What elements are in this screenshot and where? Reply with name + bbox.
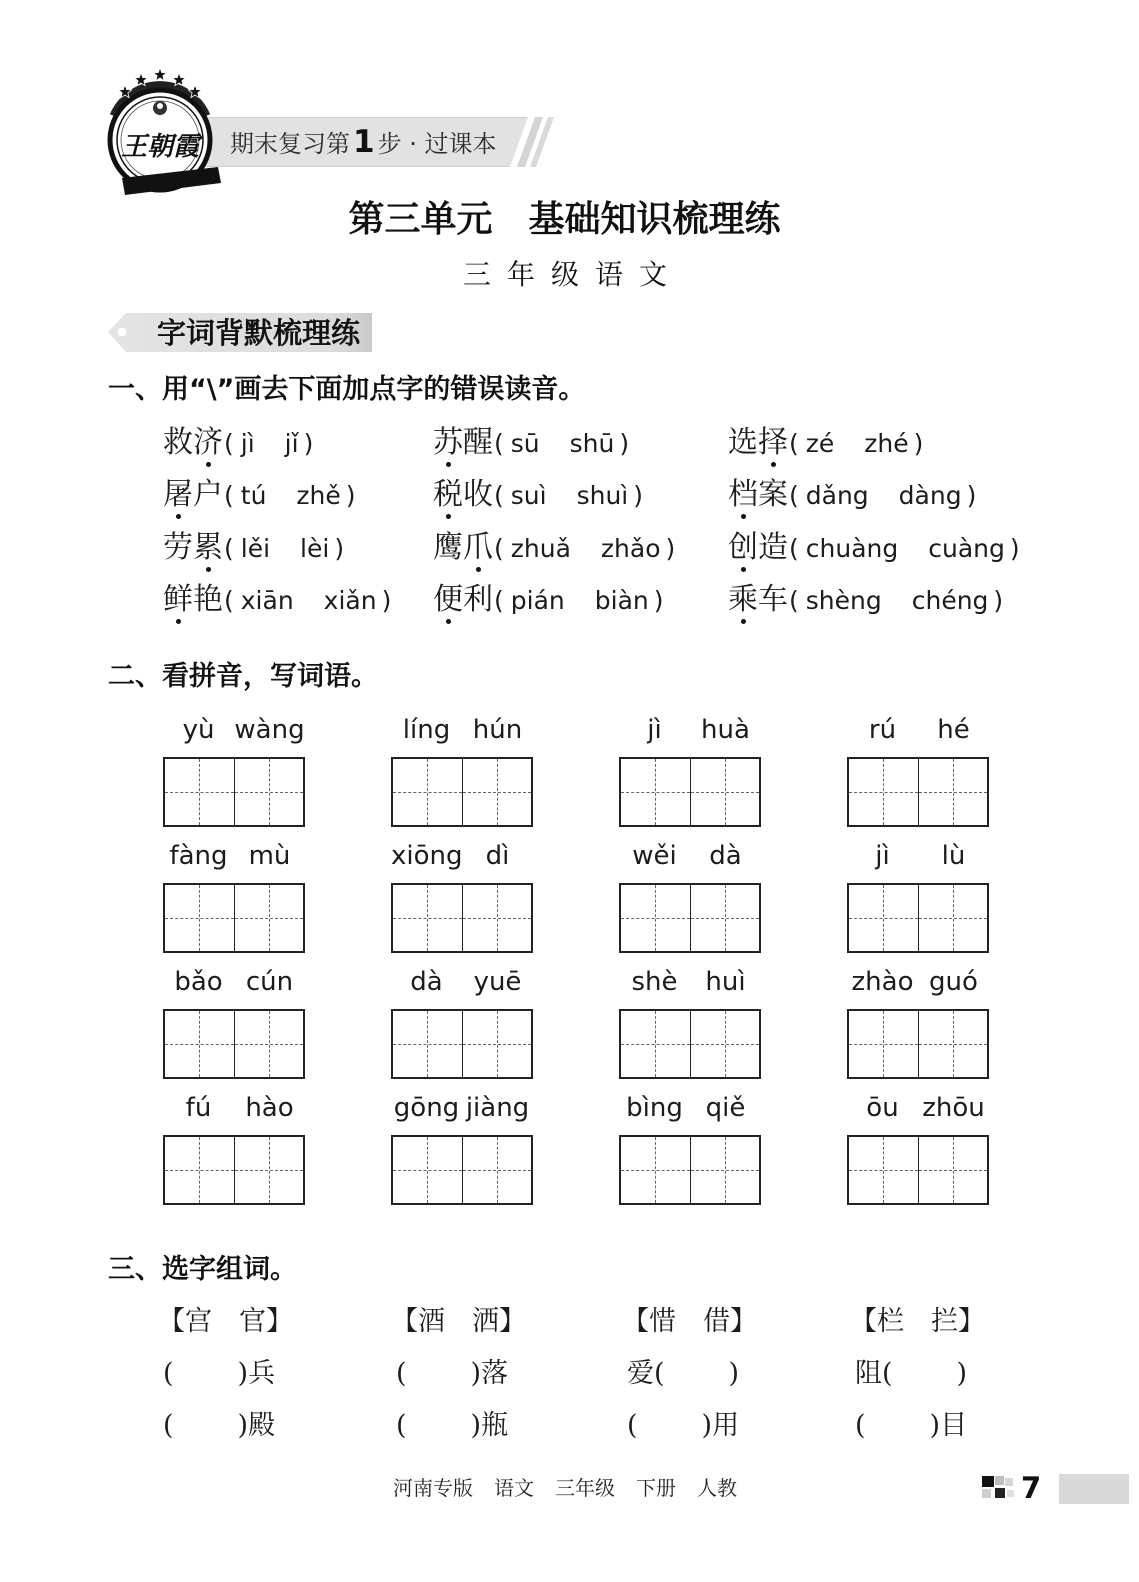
pinyin-row bbox=[847, 839, 989, 883]
writing-cell bbox=[165, 1137, 235, 1203]
character: 户 bbox=[193, 477, 223, 512]
open-paren: ( bbox=[855, 1410, 866, 1441]
logo-name: 王朝霞 bbox=[120, 132, 200, 162]
writing-cell bbox=[691, 885, 760, 951]
pinyin-row bbox=[391, 965, 533, 1009]
pinyin-syllable: xiōng bbox=[391, 841, 463, 871]
close-paren: ) bbox=[728, 1358, 740, 1389]
writing-cell bbox=[463, 1011, 532, 1077]
footer-part: 下册 bbox=[636, 1476, 676, 1500]
pinyin-row bbox=[619, 1091, 761, 1135]
character: 车 bbox=[758, 582, 788, 617]
pinyin-writing-item bbox=[391, 1091, 533, 1205]
tianzige-box bbox=[163, 1009, 305, 1079]
word-prefix: 爱 bbox=[627, 1358, 654, 1389]
writing-cell bbox=[463, 759, 532, 825]
open-paren: ( bbox=[654, 1358, 665, 1389]
close-paren: ) bbox=[966, 481, 977, 510]
tianzige-box bbox=[847, 1009, 989, 1079]
page-number: 7 bbox=[1021, 1471, 1042, 1505]
pinyin-syllable: guó bbox=[929, 967, 978, 997]
pinyin-options bbox=[788, 586, 1003, 615]
tianzige-box bbox=[619, 883, 761, 953]
tianzige-box bbox=[847, 883, 989, 953]
portrait-emblem-icon bbox=[153, 101, 167, 115]
pinyin-row bbox=[391, 1091, 533, 1135]
pinyin-syllable: hào bbox=[245, 1093, 294, 1123]
dotted-character: 创 bbox=[728, 522, 758, 574]
tianzige-box bbox=[163, 883, 305, 953]
pinyin-option: dǎng bbox=[805, 481, 869, 510]
pinyin-writing-item bbox=[619, 713, 761, 827]
word-prefix: 阻 bbox=[855, 1358, 882, 1389]
character-choice: 【宫 官】 bbox=[158, 1306, 293, 1337]
pinyin-syllable: jì bbox=[647, 715, 662, 745]
character: 醒 bbox=[463, 425, 493, 460]
pinyin-syllable: dì bbox=[485, 841, 510, 871]
dotted-character: 爪 bbox=[463, 522, 493, 574]
character-choice: 【惜 借】 bbox=[622, 1306, 757, 1337]
writing-cell bbox=[393, 1011, 463, 1077]
character: 救 bbox=[163, 425, 193, 460]
pinyin-writing-item bbox=[391, 839, 533, 953]
fill-in-line bbox=[627, 1406, 739, 1446]
pinyin-syllable: wàng bbox=[234, 715, 305, 745]
close-paren: ) bbox=[929, 1410, 941, 1441]
close-paren: ) bbox=[381, 586, 392, 615]
writing-cell bbox=[393, 1137, 463, 1203]
close-paren: ) bbox=[470, 1410, 482, 1441]
fill-in-line bbox=[163, 1354, 275, 1394]
word-suffix: 落 bbox=[481, 1358, 509, 1389]
pinyin-syllable: wěi bbox=[632, 841, 677, 871]
pinyin-writing-item bbox=[619, 965, 761, 1079]
open-paren: ( bbox=[789, 586, 799, 615]
close-paren: ) bbox=[237, 1410, 249, 1441]
pinyin-option: tú bbox=[240, 481, 267, 510]
pinyin-writing-item bbox=[619, 839, 761, 953]
pinyin-option: shèng bbox=[805, 586, 882, 615]
pinyin-syllable: bìng bbox=[626, 1093, 683, 1123]
pinyin-syllable: shè bbox=[631, 967, 678, 997]
pinyin-option: jǐ bbox=[284, 429, 299, 458]
open-paren: ( bbox=[789, 429, 799, 458]
open-paren: ( bbox=[224, 586, 234, 615]
writing-cell bbox=[919, 885, 988, 951]
open-paren: ( bbox=[224, 429, 234, 458]
pinyin-row bbox=[163, 965, 305, 1009]
character: 艳 bbox=[193, 582, 223, 617]
dotted-character: 税 bbox=[433, 469, 463, 521]
open-paren: ( bbox=[163, 1410, 174, 1441]
pinyin-syllable: zhào bbox=[851, 967, 914, 997]
pinyin-syllable: ōu bbox=[866, 1093, 899, 1123]
pinyin-row bbox=[163, 713, 305, 757]
close-paren: ) bbox=[334, 534, 345, 563]
pinyin-option: zé bbox=[805, 429, 835, 458]
question-3-heading: 三、选字组词。 bbox=[108, 1254, 297, 1285]
pinyin-option: suì bbox=[510, 481, 547, 510]
tianzige-box bbox=[847, 757, 989, 827]
pinyin-option: xiǎn bbox=[323, 586, 377, 615]
writing-cell bbox=[849, 1011, 919, 1077]
footer-part: 人教 bbox=[697, 1476, 737, 1500]
word-reading-item bbox=[728, 469, 976, 521]
pinyin-syllable: huì bbox=[705, 967, 746, 997]
pinyin-options bbox=[223, 586, 391, 615]
dotted-character: 屠 bbox=[163, 469, 193, 521]
close-paren: ) bbox=[237, 1358, 249, 1389]
pinyin-option: sū bbox=[510, 429, 540, 458]
word-reading-item bbox=[163, 469, 356, 521]
dotted-character: 苏 bbox=[433, 417, 463, 469]
pinyin-options bbox=[788, 429, 923, 458]
word-reading-item bbox=[728, 574, 1003, 626]
footer-part: 河南专版 bbox=[393, 1476, 473, 1500]
close-paren: ) bbox=[633, 481, 644, 510]
pinyin-syllable: zhōu bbox=[922, 1093, 985, 1123]
pinyin-option: chuàng bbox=[805, 534, 899, 563]
fill-in-line bbox=[855, 1406, 967, 1446]
pinyin-row bbox=[391, 839, 533, 883]
pinyin-syllable: líng bbox=[402, 715, 451, 745]
open-paren: ( bbox=[627, 1410, 638, 1441]
pinyin-option: biàn bbox=[594, 586, 649, 615]
pinyin-syllable: yuē bbox=[473, 967, 522, 997]
pinyin-syllable: jì bbox=[875, 841, 890, 871]
pinyin-option: dàng bbox=[898, 481, 962, 510]
page-title: 第三单元 基础知识梳理练 bbox=[348, 199, 781, 240]
writing-cell bbox=[235, 885, 304, 951]
fill-in-line bbox=[163, 1406, 275, 1446]
pinyin-option: zhé bbox=[864, 429, 909, 458]
word-suffix: 殿 bbox=[248, 1410, 276, 1441]
pinyin-option: lèi bbox=[300, 534, 330, 563]
pinyin-row bbox=[619, 839, 761, 883]
pinyin-writing-item bbox=[847, 839, 989, 953]
fill-in-line bbox=[627, 1354, 739, 1394]
pinyin-option: chéng bbox=[911, 586, 989, 615]
pinyin-writing-item bbox=[847, 965, 989, 1079]
pinyin-syllable: mù bbox=[248, 841, 291, 871]
pinyin-options bbox=[223, 481, 356, 510]
close-paren: ) bbox=[701, 1410, 713, 1441]
tianzige-box bbox=[391, 1135, 533, 1205]
banner-step-number: 1 bbox=[353, 124, 375, 160]
writing-cell bbox=[165, 1011, 235, 1077]
close-paren: ) bbox=[665, 534, 676, 563]
pinyin-options bbox=[493, 534, 675, 563]
pinyin-writing-item bbox=[163, 1091, 305, 1205]
pinyin-row bbox=[847, 965, 989, 1009]
open-paren: ( bbox=[494, 534, 504, 563]
fill-in-line bbox=[396, 1354, 508, 1394]
tianzige-box bbox=[163, 757, 305, 827]
word-reading-item bbox=[163, 574, 391, 626]
word-suffix: 目 bbox=[940, 1410, 968, 1441]
pinyin-syllable: rú bbox=[868, 715, 897, 745]
pinyin-option: shuì bbox=[576, 481, 629, 510]
open-paren: ( bbox=[163, 1358, 174, 1389]
word-suffix: 用 bbox=[712, 1410, 740, 1441]
pinyin-syllable: huà bbox=[701, 715, 750, 745]
open-paren: ( bbox=[882, 1358, 893, 1389]
writing-cell bbox=[621, 1137, 691, 1203]
dotted-character: 档 bbox=[728, 469, 758, 521]
pinyin-syllable: bǎo bbox=[174, 967, 223, 997]
checker-decoration bbox=[978, 1474, 1018, 1504]
question-1-heading: 一、用“\”画去下面加点字的错误读音。 bbox=[108, 374, 586, 405]
close-paren: ) bbox=[913, 429, 924, 458]
pinyin-option: jì bbox=[240, 429, 255, 458]
pinyin-syllable: fàng bbox=[169, 841, 228, 871]
page-number-bar bbox=[1059, 1474, 1129, 1504]
close-paren: ) bbox=[1009, 534, 1020, 563]
word-reading-item bbox=[433, 522, 675, 574]
open-paren: ( bbox=[224, 534, 234, 563]
pinyin-option: lěi bbox=[240, 534, 271, 563]
word-suffix: 兵 bbox=[248, 1358, 276, 1389]
pinyin-option: shū bbox=[569, 429, 615, 458]
pinyin-options bbox=[223, 429, 313, 458]
pinyin-writing-item bbox=[163, 713, 305, 827]
open-paren: ( bbox=[494, 481, 504, 510]
open-paren: ( bbox=[494, 586, 504, 615]
character: 劳 bbox=[163, 530, 193, 565]
writing-cell bbox=[691, 1011, 760, 1077]
pinyin-syllable: hún bbox=[472, 715, 523, 745]
pinyin-writing-item bbox=[163, 965, 305, 1079]
pinyin-writing-item bbox=[391, 713, 533, 827]
pinyin-syllable: jiàng bbox=[465, 1093, 530, 1123]
character: 利 bbox=[463, 582, 493, 617]
open-paren: ( bbox=[396, 1410, 407, 1441]
writing-cell bbox=[849, 1137, 919, 1203]
pinyin-options bbox=[493, 586, 664, 615]
dotted-character: 累 bbox=[193, 522, 223, 574]
pinyin-syllable: yù bbox=[182, 715, 215, 745]
pinyin-options bbox=[493, 481, 643, 510]
writing-cell bbox=[235, 759, 304, 825]
dotted-character: 便 bbox=[433, 574, 463, 626]
tianzige-box bbox=[163, 1135, 305, 1205]
banner-text bbox=[230, 116, 496, 168]
writing-cell bbox=[919, 1137, 988, 1203]
writing-cell bbox=[849, 885, 919, 951]
pinyin-options bbox=[788, 534, 1020, 563]
writing-cell bbox=[463, 1137, 532, 1203]
banner-prefix: 期末复习第 bbox=[230, 130, 350, 158]
pinyin-row bbox=[619, 965, 761, 1009]
pinyin-syllable: lù bbox=[941, 841, 966, 871]
tianzige-box bbox=[619, 1135, 761, 1205]
footer-part: 语文 bbox=[494, 1476, 534, 1500]
pinyin-row bbox=[163, 839, 305, 883]
footer-edition-info bbox=[0, 1472, 1130, 1504]
writing-cell bbox=[393, 885, 463, 951]
close-paren: ) bbox=[303, 429, 314, 458]
dotted-character: 乘 bbox=[728, 574, 758, 626]
pinyin-options bbox=[223, 534, 344, 563]
pinyin-writing-item bbox=[847, 1091, 989, 1205]
dotted-character: 济 bbox=[193, 417, 223, 469]
writing-cell bbox=[691, 1137, 760, 1203]
word-reading-item bbox=[728, 522, 1020, 574]
pinyin-option: cuàng bbox=[928, 534, 1005, 563]
pinyin-options bbox=[493, 429, 629, 458]
star-icon bbox=[153, 68, 166, 81]
writing-cell bbox=[165, 885, 235, 951]
section-tag-label: 字词背默梳理练 bbox=[157, 316, 361, 350]
pinyin-row bbox=[391, 713, 533, 757]
page-subtitle: 三年级语文 bbox=[462, 258, 683, 291]
writing-cell bbox=[235, 1011, 304, 1077]
character: 选 bbox=[728, 425, 758, 460]
word-reading-item bbox=[433, 574, 664, 626]
word-reading-item bbox=[728, 417, 923, 469]
writing-cell bbox=[691, 759, 760, 825]
character: 造 bbox=[758, 530, 788, 565]
open-paren: ( bbox=[789, 534, 799, 563]
writing-cell bbox=[849, 759, 919, 825]
pinyin-syllable: dà bbox=[410, 967, 443, 997]
close-paren: ) bbox=[619, 429, 630, 458]
pinyin-writing-item bbox=[163, 839, 305, 953]
pinyin-syllable: fú bbox=[185, 1093, 212, 1123]
pinyin-writing-item bbox=[391, 965, 533, 1079]
pinyin-row bbox=[163, 1091, 305, 1135]
pinyin-writing-item bbox=[847, 713, 989, 827]
tianzige-box bbox=[391, 1009, 533, 1079]
writing-cell bbox=[235, 1137, 304, 1203]
pinyin-option: zhǎo bbox=[600, 534, 661, 563]
writing-cell bbox=[621, 885, 691, 951]
word-reading-item bbox=[163, 417, 313, 469]
close-paren: ) bbox=[993, 586, 1004, 615]
banner-suffix: 步 · 过课本 bbox=[377, 130, 497, 158]
pinyin-option: zhě bbox=[296, 481, 341, 510]
pinyin-row bbox=[847, 713, 989, 757]
open-paren: ( bbox=[396, 1358, 407, 1389]
tianzige-box bbox=[391, 757, 533, 827]
pinyin-syllable: dà bbox=[709, 841, 742, 871]
fill-in-line bbox=[855, 1354, 967, 1394]
character-choice: 【酒 洒】 bbox=[391, 1306, 526, 1337]
character: 鹰 bbox=[433, 530, 463, 565]
tianzige-box bbox=[391, 883, 533, 953]
dotted-character: 鲜 bbox=[163, 574, 193, 626]
pinyin-syllable: gōng bbox=[393, 1093, 460, 1123]
pinyin-syllable: cún bbox=[245, 967, 294, 997]
pinyin-row bbox=[847, 1091, 989, 1135]
writing-cell bbox=[919, 759, 988, 825]
dotted-character: 择 bbox=[758, 417, 788, 469]
close-paren: ) bbox=[470, 1358, 482, 1389]
fill-in-line bbox=[396, 1406, 508, 1446]
brand-logo bbox=[100, 64, 225, 206]
tianzige-box bbox=[619, 1009, 761, 1079]
close-paren: ) bbox=[345, 481, 356, 510]
pinyin-options bbox=[788, 481, 976, 510]
footer-part: 三年级 bbox=[555, 1476, 615, 1500]
tianzige-box bbox=[847, 1135, 989, 1205]
open-paren: ( bbox=[494, 429, 504, 458]
writing-cell bbox=[621, 1011, 691, 1077]
tianzige-box bbox=[619, 757, 761, 827]
pinyin-option: xiān bbox=[240, 586, 294, 615]
word-reading-item bbox=[433, 469, 643, 521]
writing-cell bbox=[919, 1011, 988, 1077]
word-suffix: 瓶 bbox=[481, 1410, 509, 1441]
writing-cell bbox=[393, 759, 463, 825]
pinyin-syllable: hé bbox=[937, 715, 970, 745]
pinyin-option: pián bbox=[510, 586, 565, 615]
pinyin-writing-item bbox=[619, 1091, 761, 1205]
pinyin-row bbox=[619, 713, 761, 757]
character: 案 bbox=[758, 477, 788, 512]
open-paren: ( bbox=[789, 481, 799, 510]
word-reading-item bbox=[433, 417, 629, 469]
word-reading-item bbox=[163, 522, 344, 574]
character-choice: 【栏 拦】 bbox=[850, 1306, 985, 1337]
question-2-heading: 二、看拼音，写词语。 bbox=[108, 661, 378, 692]
pinyin-option: zhuǎ bbox=[510, 534, 571, 563]
open-paren: ( bbox=[224, 481, 234, 510]
writing-cell bbox=[621, 759, 691, 825]
character: 收 bbox=[463, 477, 493, 512]
close-paren: ) bbox=[956, 1358, 968, 1389]
writing-cell bbox=[165, 759, 235, 825]
pinyin-syllable: qiě bbox=[705, 1093, 746, 1123]
writing-cell bbox=[463, 885, 532, 951]
close-paren: ) bbox=[653, 586, 664, 615]
